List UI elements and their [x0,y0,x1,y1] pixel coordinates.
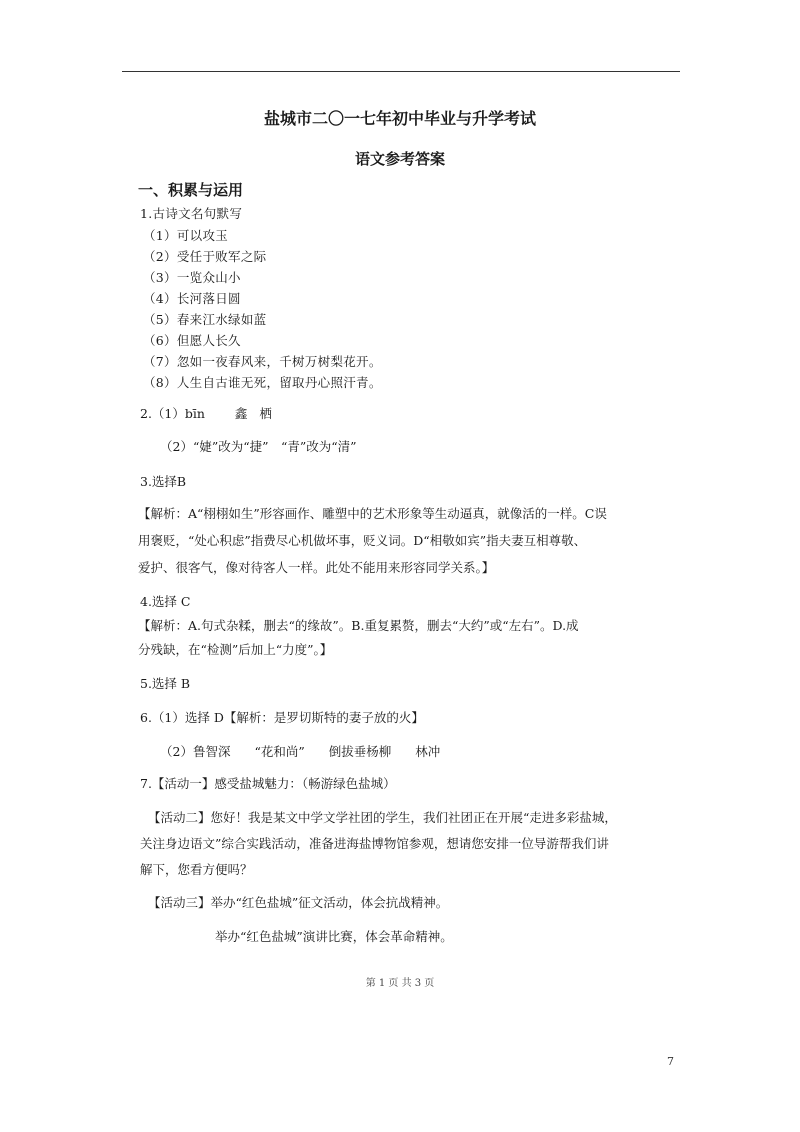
q7-activity2-line: 【活动二】您好！我是某文中学文学社团的学生，我们社团正在开展“走进多彩盐城， [148,810,617,825]
q7-activity2-line: 解下，您看方便吗？ [140,862,253,877]
q7-activity3-line: 举办“红色盐城”演讲比赛，体会革命精神。 [215,929,453,944]
q2-pinyin: 2.（1）bīn [140,406,205,421]
q3-explain-line: 用褒贬，“处心积虑”指费尽心机做坏事，贬义词。D“相敬如宾”指夫妻互相尊敬、 [138,533,587,548]
q7-activity1: 7.【活动一】感受盐城魅力：（畅游绿色盐城） [140,776,396,791]
q4-explain-line: 分残缺，在“检测”后加上“力度”。】 [138,642,333,657]
q3-choice: 3.选择B [140,474,187,489]
q1-item: （6）但愿人长久 [143,333,241,348]
q7-activity3-line: 【活动三】举办“红色盐城”征文活动，体会抗战精神。 [148,895,449,910]
q1-item: （8）人生自古谁无死，留取丹心照汗青。 [143,375,382,390]
q3-explain-line: 爱护、很客气，像对待客人一样。此处不能用来形容同学关系。】 [138,560,495,575]
q6-answer: 倒拔垂杨柳 [328,744,392,759]
q1-item: （4）长河落日圆 [143,291,241,306]
q1-item: （2）受任于败军之际 [143,249,267,264]
q4-choice: 4.选择 C [140,594,191,609]
exam-title: 盐城市二〇一七年初中毕业与升学考试 [263,109,536,128]
header-rule [122,71,680,72]
q7-activity2-line: 关注身边语文”综合实践活动，准备进海盐博物馆参观，想请您安排一位导游帮我们讲 [140,836,609,851]
q1-item: （7）忽如一夜春风来，千树万树梨花开。 [143,354,382,369]
q2-char-2: 栖 [259,406,272,421]
q6-line1: 6.（1）选择 D【解析：是罗切斯特的妻子放的火】 [140,710,424,725]
q3-explain-line: 【解析：A“栩栩如生”形容画作、雕塑中的艺术形象等生动逼真，就像活的一样。C误 [138,506,607,521]
q4-explain-line: 【解析：A.句式杂糅，删去“的缘故”。B.重复累赘，删去“大约”或“左右”。D.成 [138,618,579,633]
page-number: 7 [667,1055,674,1068]
q5-choice: 5.选择 B [140,676,191,691]
q6-answer: （2）鲁智深 [160,744,231,759]
q2-line2: （2）“婕”改为“捷” “青”改为“清” [160,439,357,454]
q2-line1 [140,404,272,422]
section-heading: 一、积累与运用 [138,181,244,199]
q2-char-1: 鑫 [234,406,248,421]
q1-heading: 1.古诗文名句默写 [140,206,243,221]
q1-item: （1）可以攻玉 [143,228,229,243]
q1-item: （5）春来江水绿如蓝 [143,312,267,327]
q6-line2 [160,742,440,760]
page-footer: 第 1 页 共 3 页 [365,978,435,989]
answer-key-subtitle: 语文参考答案 [354,150,445,168]
q6-answer: 林冲 [415,744,441,759]
q1-item: （3）一览众山小 [143,270,241,285]
q6-answer: “花和尚” [254,744,305,759]
